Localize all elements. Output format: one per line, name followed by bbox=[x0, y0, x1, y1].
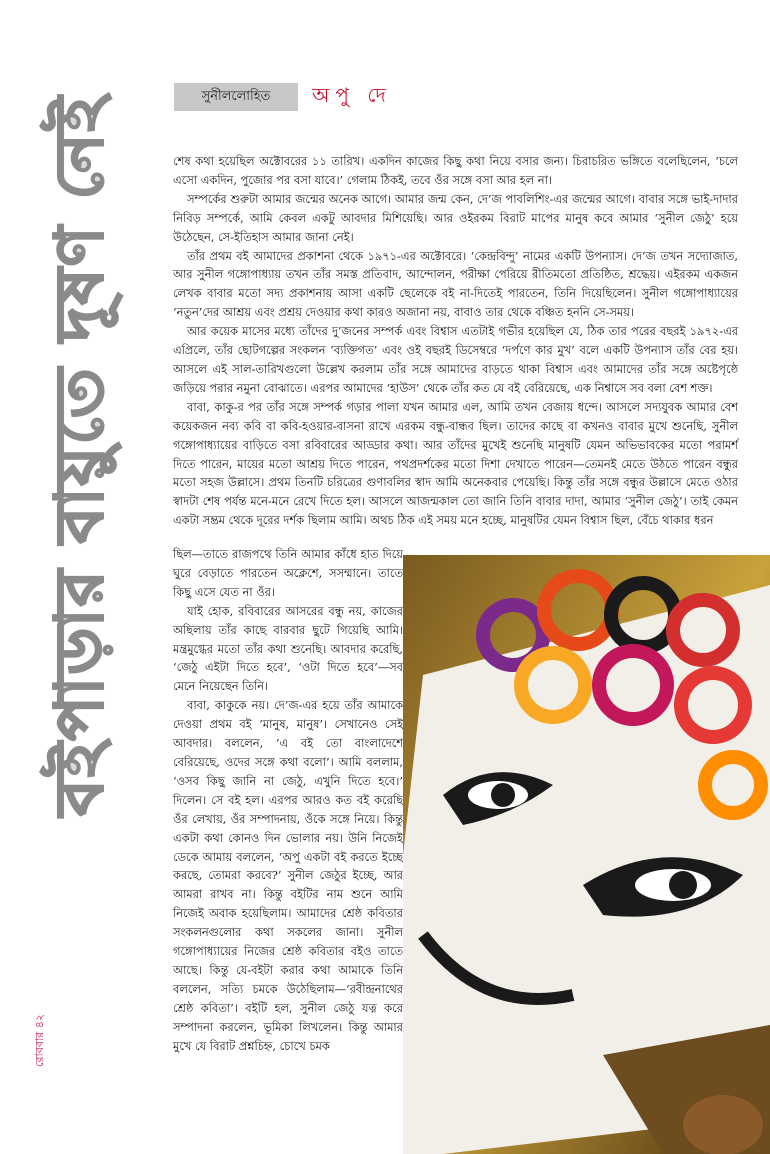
author-name: অপু দে bbox=[312, 82, 392, 107]
paragraph: ছিল—তাতে রাজপথে তিনি আমার কাঁধে হাত দিয়ে ঘুরে বেড়াতে পারতেন অক্লেশে, সসম্মানে। তাতে কিছু এসে যেত না ওঁর। bbox=[173, 547, 403, 599]
paragraph: শেষ কথা হয়েছিল অক্টোবরের ১১ তারিখ। একদিন কাজের কিছু কথা নিয়ে বসার জন্য। চিরাচরিত ভঙ্গিতে বলেছিলেন, ‘চলে এসো একদিন, পুজোর পর বসা যাবে।’ গেলাম ঠিকই, তবে ওঁর সঙ্গে বসা আর হল না। bbox=[173, 154, 738, 187]
paragraph: যাই হোক, রবিবারের আসরের বন্ধু নয়, কাজের অছিলায় তাঁর কাছে বারবার ছুটে গিয়েছি আমি। মন্ত্রমুগ্ধের মতো তাঁর কথা শুনেছি। আবদার করেছি, ‘জেঠু এইটা দিতে হবে’, ‘ওটা দিতে হবে’—সব মেনে নিয়েছেন তিনি। bbox=[173, 603, 403, 694]
article-title: বইপাড়ার বায়ুতে দূষণ নেই bbox=[41, 94, 118, 816]
page-footer: রোববার ৪২ bbox=[32, 1013, 46, 1067]
article-body-top bbox=[173, 152, 738, 530]
byline bbox=[174, 83, 392, 111]
article-body-column bbox=[173, 545, 403, 1055]
book-cover-photo bbox=[403, 555, 770, 1154]
paragraph: বাবা, কাকু-র পর তাঁর সঙ্গে সম্পর্ক গড়ার পালা যখন আমার এল, আমি তখন বেজায় ধন্দে। আসলে সদ্যযুবক আমার বেশ কয়েকজন নব্য কবি বা কবি-হওয়ার-বাসনা রাখে এরকম বন্ধু-বান্ধব ছিল। তাদের কাছে বা কখনও বাবার মুখে শুনেছি, সুনীল গঙ্গোপাধ্যায়ের বাড়িতে বসা রবিবারের আড্ডার কথা। আর তাঁদের মুখেই শুনেছি মানুষটি যেমন অভিভাবকের মতো পরামর্শ দিতে পারেন, মায়ের মতো আশ্রয় দিতে পারেন, পথপ্রদর্শকের মতো দিশা দেখাতে পারেন—তেমনই মেতে উঠতে পারেন বন্ধুর মতো সহজ উল্লাসে। প্রথম তিনটি চরিত্রের গুণাবলির স্বাদ আমি অনেকবার পেয়েছি। কিন্তু তাঁর সঙ্গে বন্ধুর উল্লাসে মেতে ওঠার স্বাদটা শেষ পর্যন্ত মনে-মনে রেখে দিতে হল। আসলে আজন্মকাল তো জানি তিনি বাবার দাদা, আমার ‘সুনীল জেঠু’। তাই কেমন একটা সম্ভ্রম থেকে দূরের দর্শক ছিলাম আমি। অথচ ঠিক এই সময় মনে হচ্ছে, মানুষটির যেমন বিশ্বাস ছিল, বেঁচে থাকার ধরন bbox=[173, 399, 738, 528]
paragraph: সম্পর্কের শুরুটা আমার জন্মের অনেক আগে। আমার জন্ম কেন, দে’জ পাবলিশিং-এর জন্মের আগে। বাবার সঙ্গে ভাই-দাদার নিবিড় সম্পর্কে, আমি কেবল একটু আবদার মিশিয়েছি। আর ওইরকম বিরাট মাপের মানুষ কবে আমার ‘সুনীল জেঠু’ হয়ে উঠেছেন, সে-ইতিহাস আমার জানা নেই। bbox=[173, 191, 738, 244]
column-rubric: সুনীললোহিত bbox=[174, 83, 298, 111]
paragraph: আর কয়েক মাসের মধ্যে তাঁদের দু’জনের সম্পর্ক এবং বিশ্বাস এতটাই গভীর হয়েছিল যে, ঠিক তার পরের বছরই ১৯৭২-এর এপ্রিলে, তাঁর ছোটগল্পের সংকলন ‘ব্যক্তিগত’ এবং ওই বছরই ডিসেম্বরে ‘দর্পণে কার মুখ’ বলে একটি উপন্যাস তাঁর বের হয়। আসলে এই সাল-তারিখগুলো উল্লেখ করলাম তাঁর সঙ্গে আমাদের বাড়তে থাকা বিশ্বাস এবং আমাদের তাঁর সঙ্গে অষ্টেপৃষ্ঠে জড়িয়ে পরার নমুনা বোঝাতে। এরপর আমাদের ‘হাউস’ থেকে তাঁর কত যে বই বেরিয়েছে, এক নিশ্বাসে সব বলা বেশ শক্ত। bbox=[173, 324, 738, 395]
paragraph: বাবা, কাকুকে নয়। দে’জ-এর হয়ে তাঁর আমাকে দেওয়া প্রথম বই ‘মানুষ, মানুষ’। সেখানেও সেই আবদার। বললেন, ‘এ বই তো বাংলাদেশে বেরিয়েছে, ওদের সঙ্গে কথা বলো’। আমি বললাম, ‘ওসব কিছু জানি না জেঠু, এখুনি দিতে হবে।’ দিলেন। সে বই হল। এরপর আরও কত বই করেছি ওঁর লেখায়, ওঁর সম্পাদনায়, ওঁকে সঙ্গে নিয়ে। কিন্তু একটা কথা কোনও দিন ভোলার নয়। উনি নিজেই ডেকে আমায় বললেন, ‘অপু একটা বই করতে ইচ্ছে করছে, তোমরা করবে?’ সুনীল জেঠুর ইচ্ছে, আর আমরা রাখব না। কিন্তু বইটির নাম শুনে আমি নিজেই অবাক হয়েছিলাম। আমাদের শ্রেষ্ঠ কবিতার সংকলনগুলোর কথা সকলের জানা। সুনীল গঙ্গোপাধ্যায়ের নিজের শ্রেষ্ঠ কবিতার বইও তাতে আছে। কিন্তু যে-বইটা করার কথা আমাকে তিনি বললেন, সত্যি চমকে উঠেছিলাম—‘রবীন্দ্রনাথের শ্রেষ্ঠ কবিতা’। বইটি হল, সুনীল জেঠু যত্ন করে সম্পাদনা করলেন, ভূমিকা লিখলেন। কিন্তু আমার মুখে যে বিরাট প্রশ্নচিহ্ন, চোখে চমক bbox=[173, 698, 403, 1053]
photo-illustration bbox=[403, 555, 770, 1154]
paragraph: তাঁর প্রথম বই আমাদের প্রকাশনা থেকে ১৯৭১-এর অক্টোবরে। ‘কেন্দ্রবিন্দু’ নামের একটি উপন্যাস। দে’জ তখন সদ্যোজাত, আর সুনীল গঙ্গোপাধ্যায় তখন তাঁর সমস্ত প্রতিবাদ, আন্দোলন, পরীক্ষা পেরিয়ে রীতিমতো প্রতিষ্ঠিত, শ্রদ্ধেয়। এইরকম একজন লেখক বাবার মতো সদ্য প্রকাশনায় আসা একটি ছেলেকে বই না-দিতেই পারতেন, তিনি দিয়েছিলেন। সুনীল গঙ্গোপাধ্যায়ের ‘নতুন’দের আশ্রয় এবং প্রশ্রয় দেওয়ার কথা কারও অজানা নয়, বাবাও তার থেকে বঞ্চিত হননি সে-সময়। bbox=[173, 248, 738, 320]
